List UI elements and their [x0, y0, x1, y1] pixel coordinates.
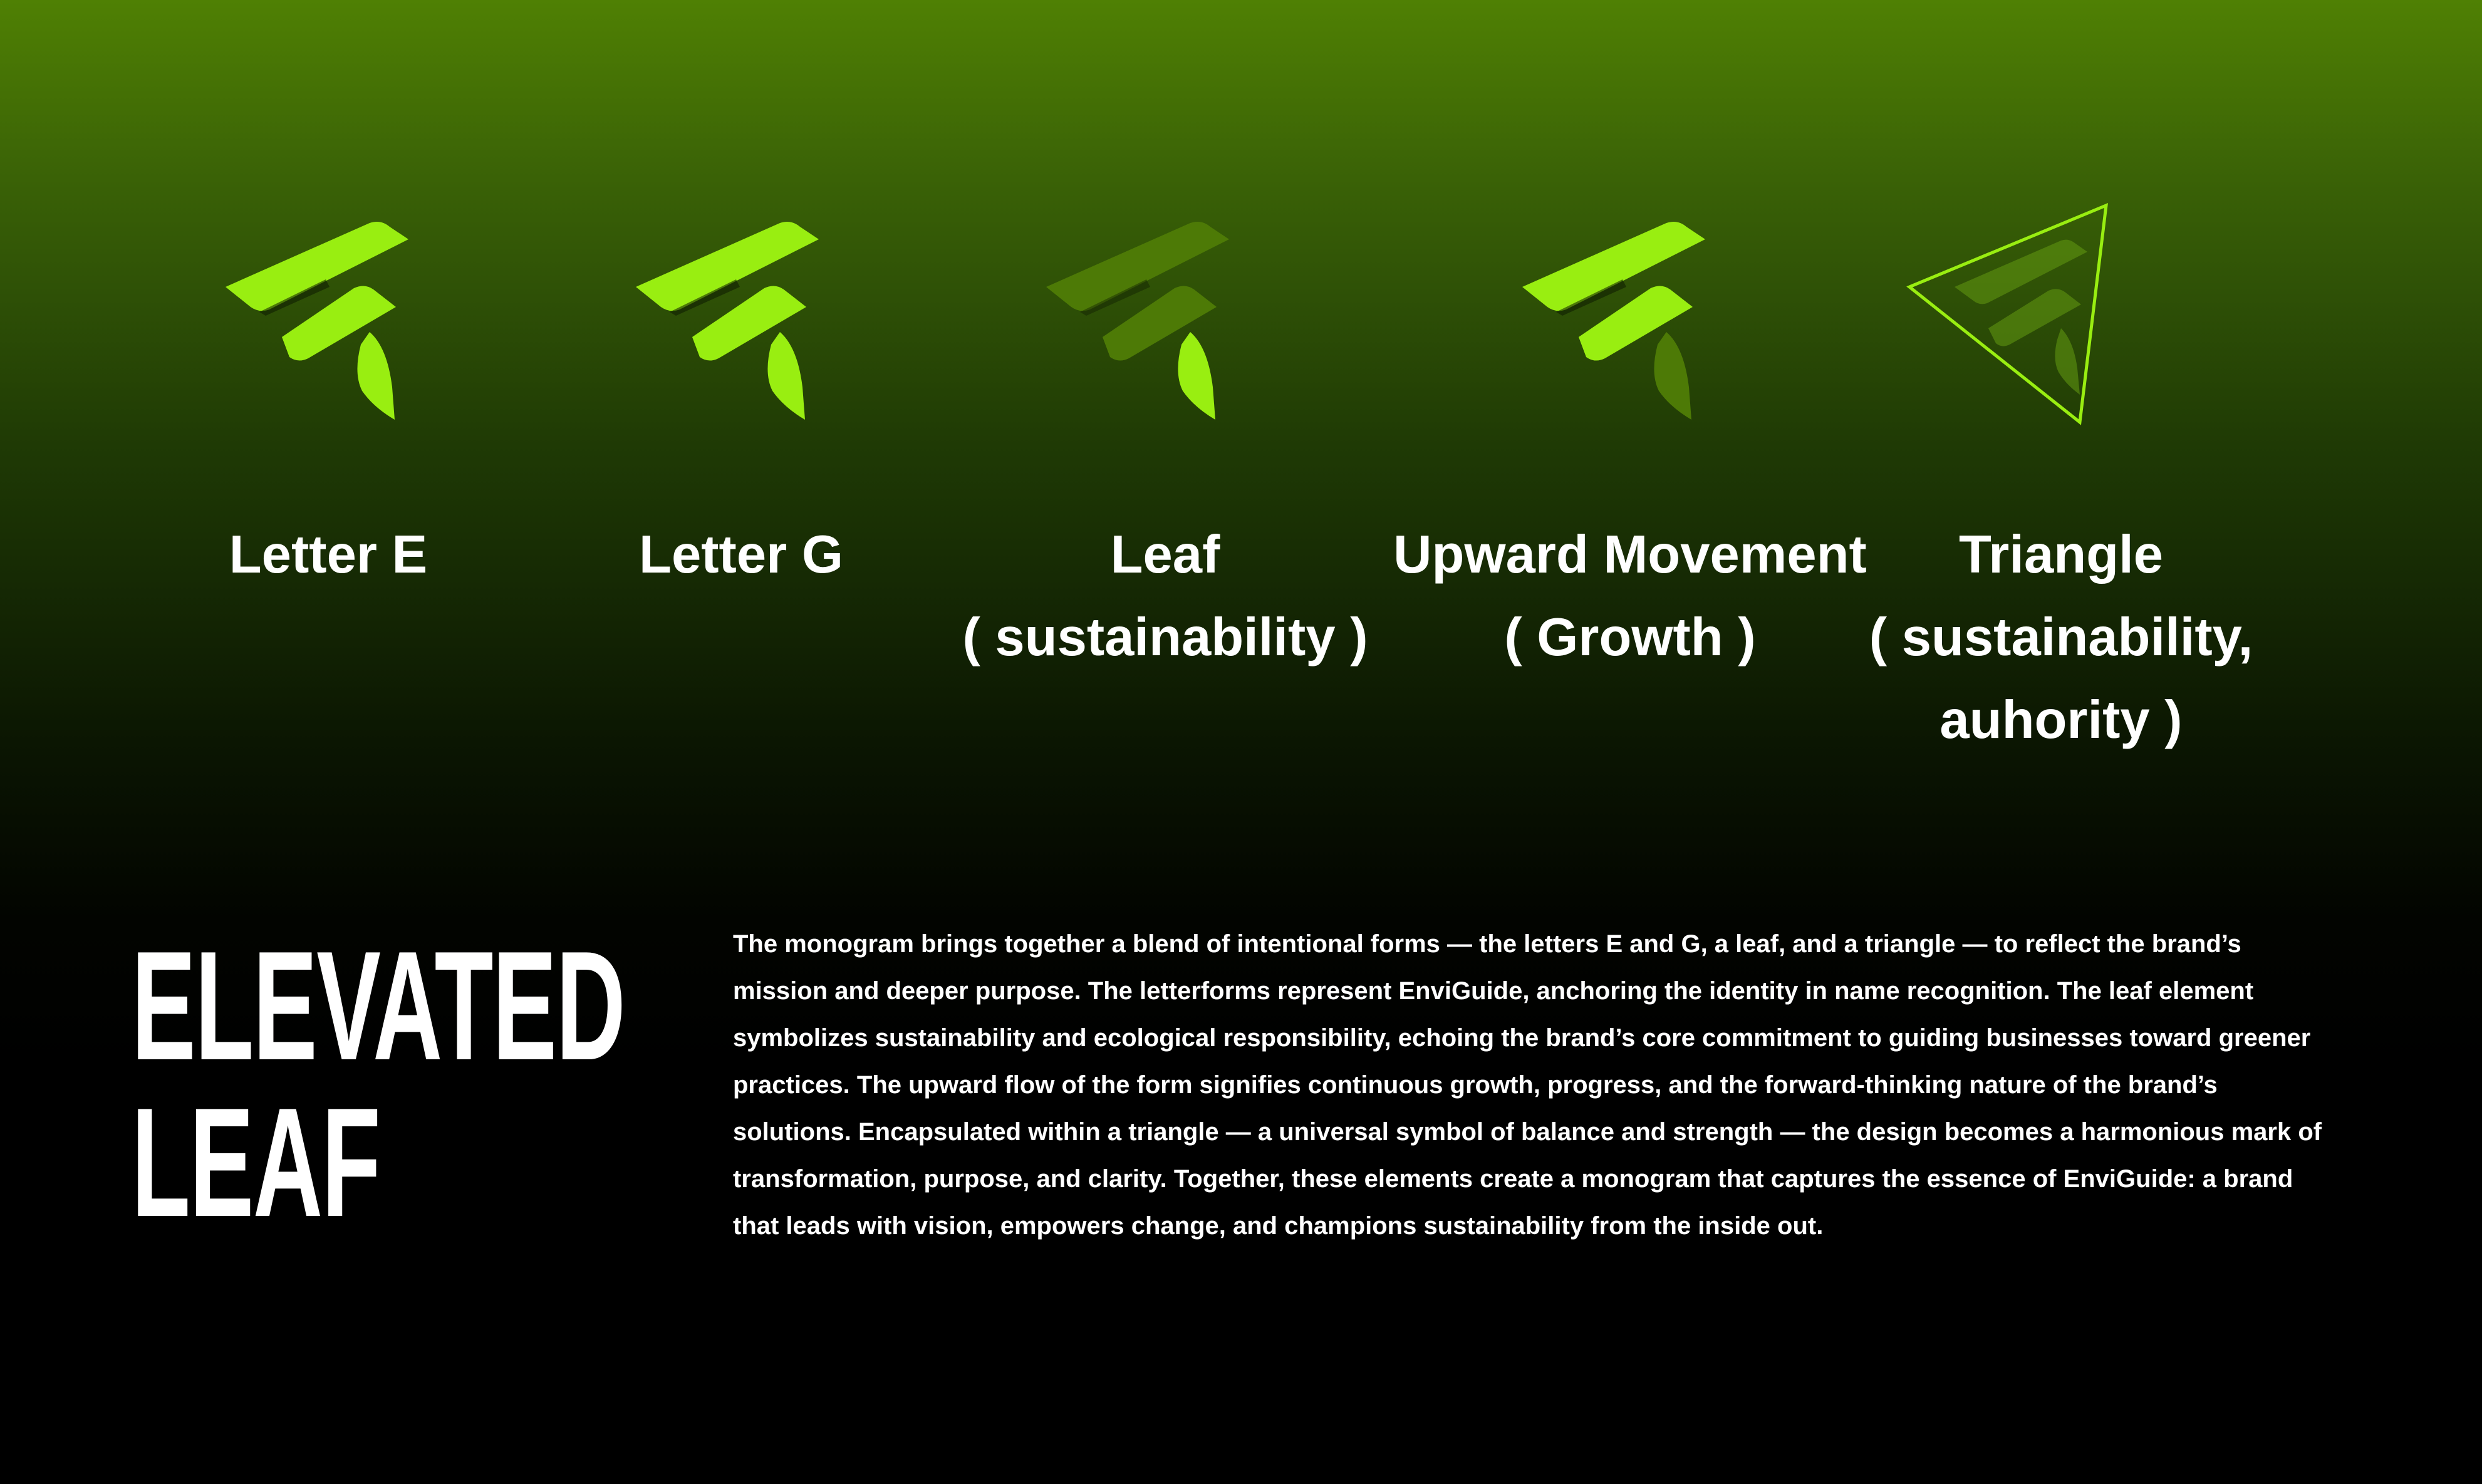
monogram-icon [1510, 199, 1748, 437]
headline-line-1: ELEVATED [132, 918, 625, 1092]
headline-line-2: LEAF [132, 1075, 380, 1249]
monogram-icon [1034, 199, 1272, 437]
triangle-monogram-icon [1904, 199, 2142, 437]
page-title [132, 918, 625, 1249]
label-line: ( sustainability ) [962, 608, 1368, 667]
triangle-label [1817, 514, 2305, 762]
label-line: Upward Movement [1393, 525, 1867, 584]
label-line: ( sustainability, [1869, 608, 2253, 667]
triangle-mark [1904, 199, 2142, 437]
letter-g-mark [623, 199, 861, 437]
label-line: auhority ) [1939, 690, 2183, 750]
label-line: Leaf [1110, 525, 1220, 584]
leaf-label [921, 514, 1410, 679]
label-line: Letter G [639, 525, 843, 584]
leaf-mark [1034, 199, 1272, 437]
label-line: ( Growth ) [1504, 608, 1756, 667]
upward-movement-label [1386, 514, 1874, 679]
monogram-icon [623, 199, 861, 437]
description-paragraph: The monogram brings together a blend of intentional forms — the letters E and G, a leaf, and a triangle — to reflect the brand’s mission and deeper purpose. The letterforms represent EnviGuide, anchoring the identity in name recognition. The leaf element symbolizes sustainability and ecological responsibility, echoing the brand’s core commitment to guiding businesses toward greener practices. The upward flow of the form signifies continuous growth, progress, and the forward-thinking nature of the brand’s solutions. Encapsulated within a triangle — a universal symbol of balance and strength — the design becomes a harmonious mark of transformation, purpose, and clarity. Together, these elements create a monogram that captures the essence of EnviGuide: a brand that leads with vision, empowers change, and champions sustainability from the inside out. [733, 930, 2322, 1240]
letter-e-mark [213, 199, 451, 437]
upward-movement-mark [1510, 199, 1748, 437]
label-line: Letter E [229, 525, 428, 584]
label-line: Triangle [1959, 525, 2163, 584]
monogram-icon [213, 199, 451, 437]
letter-g-label [497, 514, 985, 596]
